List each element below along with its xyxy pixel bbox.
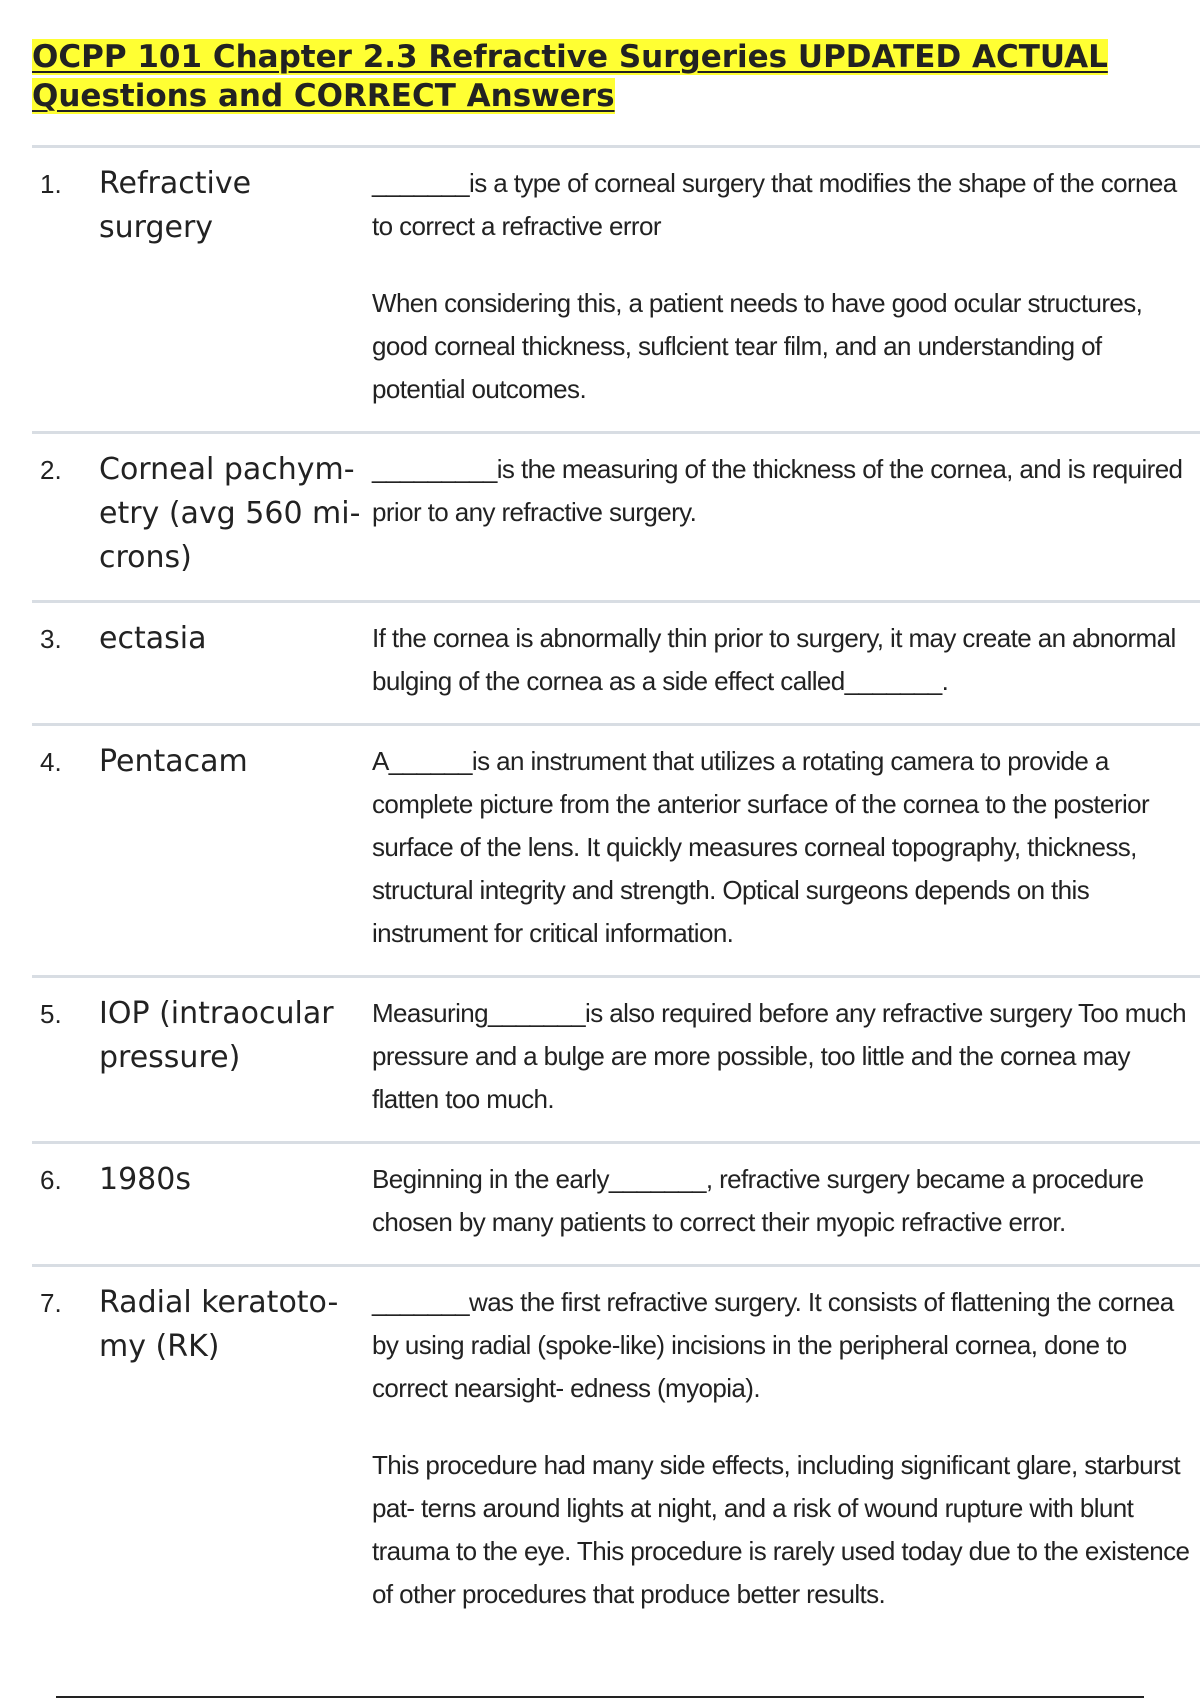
item-definition	[372, 992, 1200, 1121]
definition-paragraph: _______was the first refractive surgery. It consists of flattening the cornea by using radial (spoke-like) incisions in the peripheral cornea, done to correct nearsight- edness (myopia).	[372, 1287, 1174, 1403]
item-term: IOP (intraocular pressure)	[99, 996, 334, 1075]
qa-row-4	[32, 726, 1200, 978]
item-definition	[372, 448, 1200, 580]
qa-row-6	[32, 1144, 1200, 1267]
item-definition	[372, 740, 1200, 955]
definition-paragraph: A______is an instrument that utilizes a rotating camera to provide a complete picture from the anterior surface of the cornea to the posterior surface of the lens. It quickly measures corneal topography, thickness, structural integrity and strength. Optical surgeons depends on this instrument for critical information.	[372, 746, 1150, 948]
document-page	[32, 38, 1200, 1636]
definition-paragraph: _______is a type of corneal surgery that modifies the shape of the cornea to correct a refractive error	[372, 168, 1177, 241]
item-term: Radial keratoto- my (RK)	[99, 1285, 339, 1364]
definition-paragraph: If the cornea is abnormally thin prior to surgery, it may create an abnormal bulging of the cornea as a side effect called_______.	[372, 623, 1176, 696]
qa-row-1	[32, 148, 1200, 434]
qa-row-3	[32, 603, 1200, 726]
item-number: 1.	[40, 169, 62, 199]
item-definition	[372, 1281, 1200, 1616]
item-number: 2.	[40, 455, 62, 485]
definition-paragraph: When considering this, a patient needs to have good ocular structures, good corneal thickness, suflcient tear film, and an understanding of potential outcomes.	[372, 288, 1143, 404]
item-term: ectasia	[99, 621, 207, 656]
item-definition	[372, 1158, 1200, 1244]
qa-row-7	[32, 1267, 1200, 1636]
definition-paragraph: This procedure had many side effects, including significant glare, starburst pat- terns around lights at night, and a risk of wound rupture with blunt trauma to the eye. This procedure is rarely used today due to the existence of other procedures that produce better results.	[372, 1450, 1190, 1609]
item-number: 3.	[40, 624, 62, 654]
item-number: 5.	[40, 999, 62, 1029]
item-definition	[372, 162, 1200, 411]
item-term: Refractive surgery	[99, 166, 252, 245]
definition-paragraph: Beginning in the early_______, refractive surgery became a procedure chosen by many patients to correct their myopic refractive error.	[372, 1164, 1144, 1237]
definition-paragraph: _________is the measuring of the thickness of the cornea, and is required prior to any refractive surgery.	[372, 454, 1183, 527]
qa-row-2	[32, 434, 1200, 603]
item-number: 6.	[40, 1165, 62, 1195]
footer-divider	[56, 1696, 1144, 1698]
item-number: 4.	[40, 747, 62, 777]
item-term: Pentacam	[99, 744, 248, 779]
definition-paragraph: Measuring_______is also required before any refractive surgery Too much pressure and a bulge are more possible, too little and the cornea may flatten too much.	[372, 998, 1186, 1114]
document-title-text: OCPP 101 Chapter 2.3 Refractive Surgeries UPDATED ACTUAL Questions and CORRECT Answers	[32, 39, 1108, 114]
item-term: Corneal pachym- etry (avg 560 mi- crons)	[99, 452, 361, 575]
item-term: 1980s	[99, 1162, 191, 1197]
item-number: 7.	[40, 1288, 62, 1318]
qa-row-5	[32, 978, 1200, 1144]
item-definition	[372, 617, 1200, 703]
document-title	[32, 38, 1180, 116]
